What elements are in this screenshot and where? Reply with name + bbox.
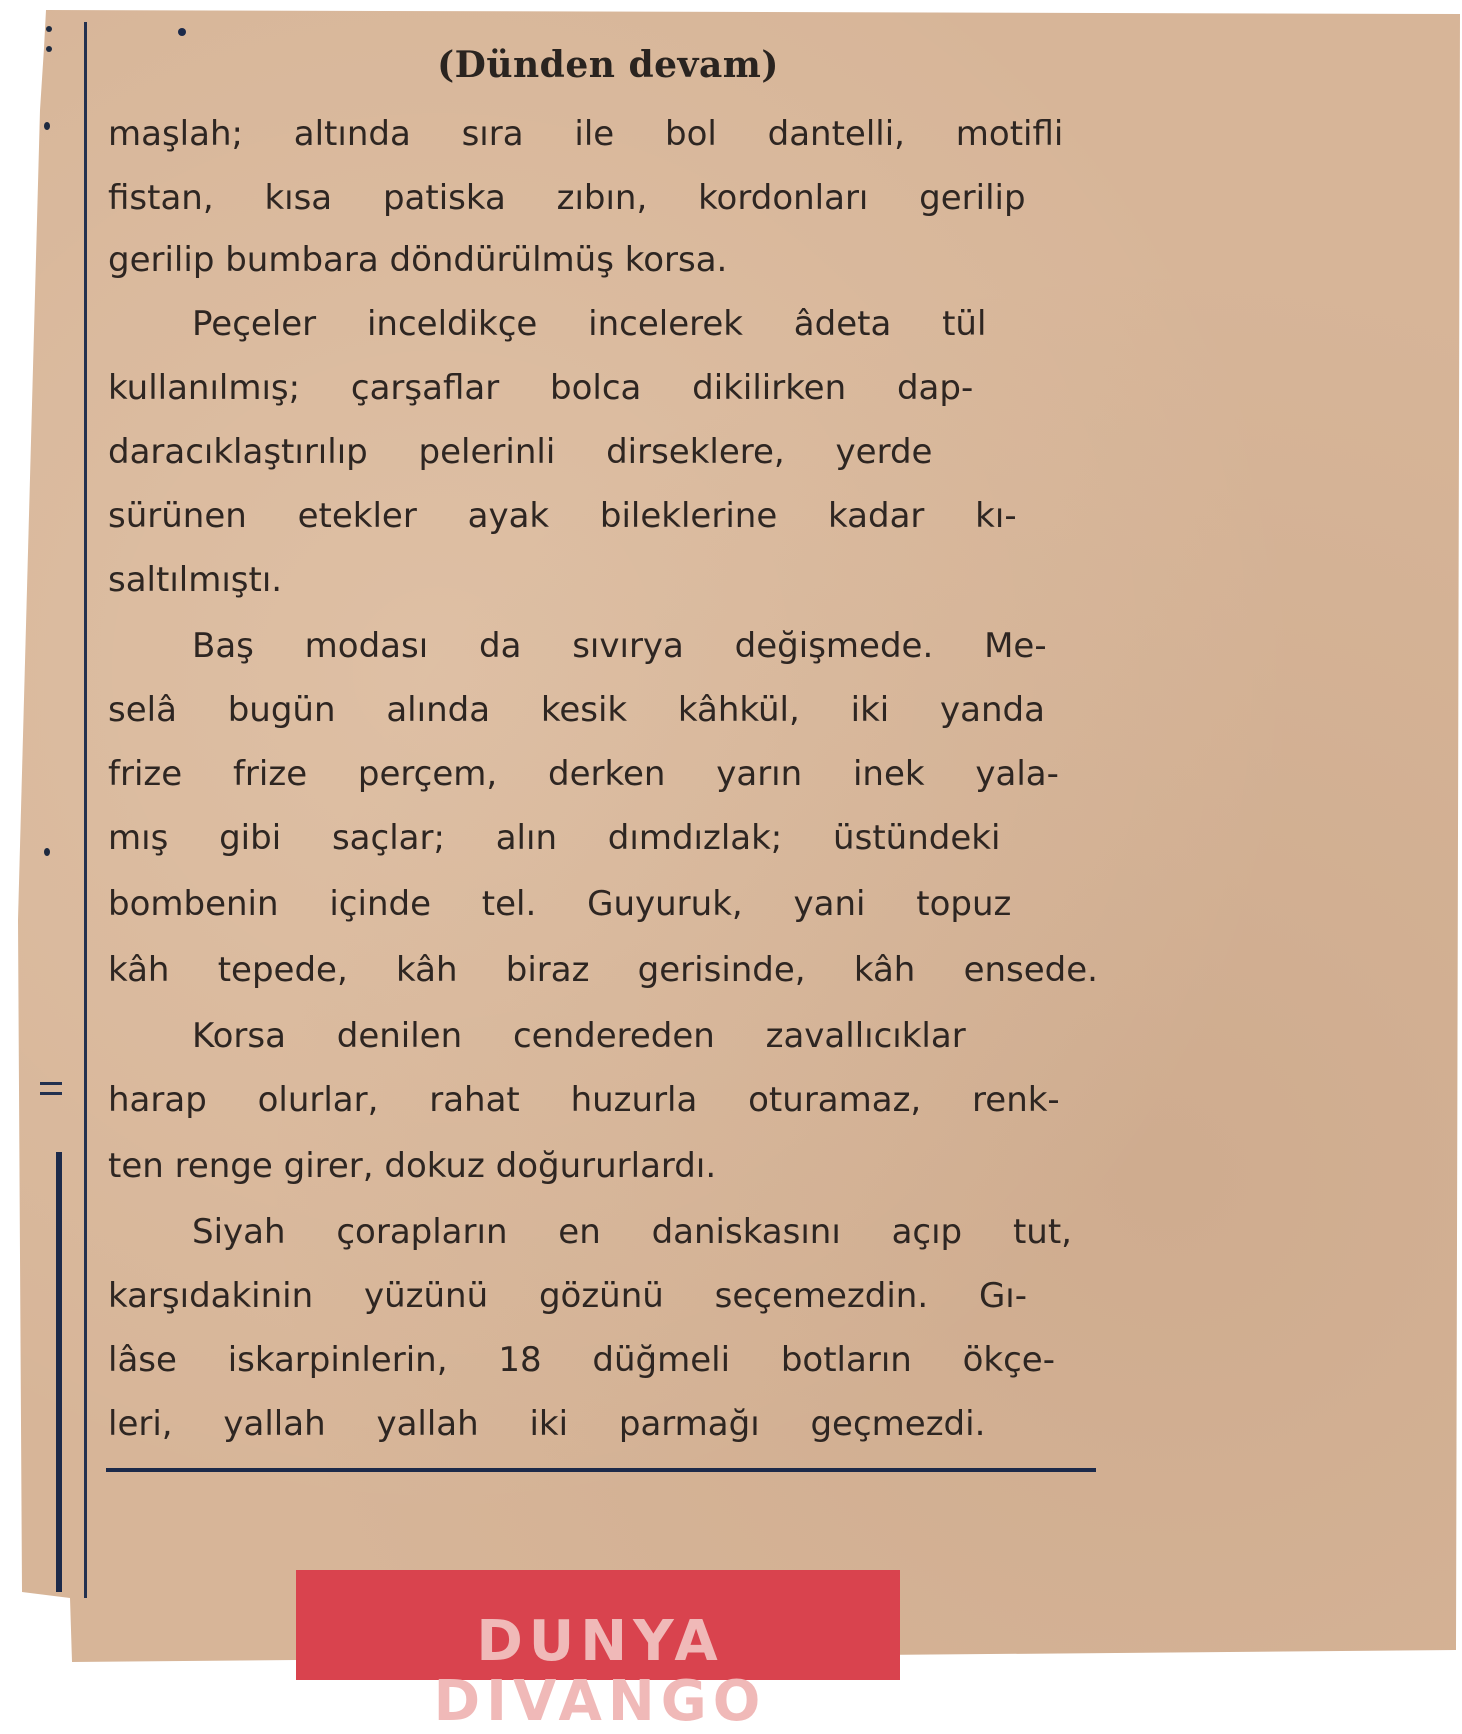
top-bullet-dot	[178, 28, 186, 36]
margin-mark	[40, 1082, 62, 1085]
margin-dot	[44, 848, 50, 856]
article-end-rule	[106, 1468, 1096, 1472]
article-line: frize frize perçem, derken yarın inek yala-	[108, 754, 1059, 794]
margin-dot	[44, 122, 50, 130]
column-rule-left	[84, 22, 87, 1598]
article-line: daracıklaştırılıp pelerinli dirseklere, yerde	[108, 432, 933, 472]
margin-mark	[40, 1092, 62, 1095]
article-line: Korsa denilen cendereden zavallıcıklar	[192, 1016, 966, 1056]
article-line: sürünen etekler ayak bileklerine kadar kı-	[108, 496, 1017, 536]
article-line: Siyah çorapların en daniskasını açıp tut,	[192, 1212, 1072, 1252]
article-line: mış gibi saçlar; alın dımdızlak; üstündeki	[108, 818, 1001, 858]
article-line: lâse iskarpinlerin, 18 düğmeli botların ökçe-	[108, 1340, 1055, 1380]
next-article-banner-text: DUNYA DIVANGO	[433, 1609, 767, 1734]
article-continuation-heading: (Dünden devam)	[437, 44, 779, 86]
article-line: Peçeler inceldikçe incelerek âdeta tül	[192, 304, 987, 344]
article-line: harap olurlar, rahat huzurla oturamaz, renk-	[108, 1080, 1060, 1120]
article-line: ten renge girer, dokuz doğururlardı.	[108, 1146, 717, 1186]
article-line: Baş modası da sıvırya değişmede. Me-	[192, 626, 1047, 666]
article-line: leri, yallah yallah iki parmağı geçmezdi.	[108, 1404, 986, 1444]
article-line: bombenin içinde tel. Guyuruk, yani topuz	[108, 884, 1012, 924]
article-line: maşlah; altında sıra ile bol dantelli, motifli	[108, 114, 1064, 154]
article-line: saltılmıştı.	[108, 560, 283, 600]
column-rule-outer	[56, 1152, 62, 1592]
article-line: selâ bugün alında kesik kâhkül, iki yanda	[108, 690, 1045, 730]
article-line: fistan, kısa patiska zıbın, kordonları gerilip	[108, 178, 1026, 218]
article-line: kullanılmış; çarşaflar bolca dikilirken dap-	[108, 368, 974, 408]
margin-dot	[46, 46, 52, 52]
margin-dot	[46, 26, 52, 32]
article-line: karşıdakinin yüzünü gözünü seçemezdin. Gı-	[108, 1276, 1028, 1316]
article-line: gerilip bumbara döndürülmüş korsa.	[108, 240, 728, 280]
article-line: kâh tepede, kâh biraz gerisinde, kâh ensede.	[108, 950, 1098, 990]
